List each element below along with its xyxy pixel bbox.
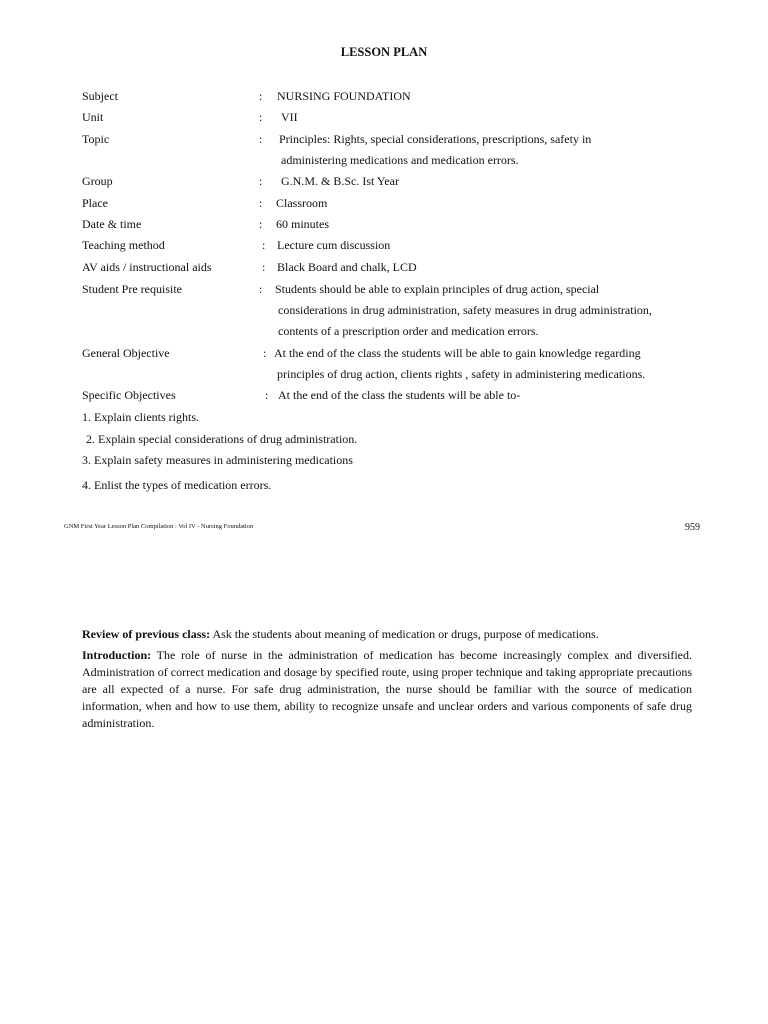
field-value: At the end of the class the students will be able to- xyxy=(278,388,521,402)
field-teaching-method xyxy=(0,238,768,259)
field-value: Black Board and chalk, LCD xyxy=(277,260,417,274)
field-label: Topic xyxy=(82,132,110,146)
field-av-aids xyxy=(0,260,768,281)
field-label: Student Pre requisite xyxy=(82,282,182,296)
objective-item: 4. Enlist the types of medication errors. xyxy=(82,478,272,492)
field-value: NURSING FOUNDATION xyxy=(277,89,411,103)
field-prerequisite xyxy=(0,282,768,303)
field-colon: : xyxy=(259,132,263,146)
introduction-paragraph xyxy=(82,647,692,732)
field-topic-continuation: administering medications and medication errors. xyxy=(281,153,519,167)
field-place xyxy=(0,196,768,217)
field-subject xyxy=(0,89,768,110)
field-value: Principles: Rights, special considerations, prescriptions, safety in xyxy=(279,132,592,146)
review-text: Ask the students about meaning of medication or drugs, purpose of medications. xyxy=(210,627,599,641)
field-label: General Objective xyxy=(82,346,170,360)
field-value: Lecture cum discussion xyxy=(277,238,391,252)
field-colon: : xyxy=(263,346,267,360)
field-label: Unit xyxy=(82,110,104,124)
field-colon: : xyxy=(259,110,263,124)
field-colon: : xyxy=(259,217,263,231)
page-number: 959 xyxy=(685,522,700,533)
field-prerequisite-continuation: considerations in drug administration, safety measures in drug administration, xyxy=(278,303,652,317)
field-label: Specific Objectives xyxy=(82,388,176,402)
field-label: Place xyxy=(82,196,108,210)
review-label: Review of previous class: xyxy=(82,627,211,641)
field-label: AV aids / instructional aids xyxy=(82,260,212,274)
field-value: At the end of the class the students will be able to gain knowledge regarding xyxy=(274,346,641,360)
field-prerequisite-continuation: contents of a prescription order and medication errors. xyxy=(278,324,539,338)
field-value: VII xyxy=(281,110,298,124)
field-specific-objectives xyxy=(0,388,768,409)
field-value: Classroom xyxy=(276,196,328,210)
page-title: LESSON PLAN xyxy=(340,45,428,59)
field-general-objective xyxy=(0,346,768,367)
field-label: Subject xyxy=(82,89,118,103)
field-group xyxy=(0,174,768,195)
field-label: Date & time xyxy=(82,217,142,231)
objective-item: 1. Explain clients rights. xyxy=(82,410,199,424)
field-colon: : xyxy=(265,388,269,402)
field-date-time xyxy=(0,217,768,238)
field-colon: : xyxy=(259,89,263,103)
review-paragraph xyxy=(82,626,692,643)
field-value: G.N.M. & B.Sc. Ist Year xyxy=(281,174,400,188)
field-unit xyxy=(0,110,768,131)
field-general-objective-continuation: principles of drug action, clients rights , safety in administering medications. xyxy=(277,367,646,381)
field-colon: : xyxy=(259,196,263,210)
footer-text: GNM First Year Lesson Plan Compilation : Vol IV - Nursing Foundation xyxy=(64,523,254,530)
field-colon: : xyxy=(259,282,263,296)
field-colon: : xyxy=(259,174,263,188)
field-label: Group xyxy=(82,174,113,188)
objective-item: 3. Explain safety measures in administering medications xyxy=(82,453,353,467)
field-value: 60 minutes xyxy=(276,217,329,231)
field-colon: : xyxy=(262,260,266,274)
introduction-label: Introduction: xyxy=(82,648,152,662)
field-topic xyxy=(0,132,768,153)
field-label: Teaching method xyxy=(82,238,165,252)
field-colon: : xyxy=(262,238,266,252)
introduction-text: The role of nurse in the administration of medication has become increasingly complex and diversified. Administration of correct medication and dosage by specified route, using proper technique and taking appropriate precautions are all expected of a nurse. For safe drug administration, the nurse should be familiar with the source of medication information, when and how to use them, ability to recognize unsafe and unclear orders and various components of safe drug administration. xyxy=(82,648,692,730)
field-value: Students should be able to explain principles of drug action, special xyxy=(275,282,600,296)
objective-item: 2. Explain special considerations of drug administration. xyxy=(86,432,358,446)
